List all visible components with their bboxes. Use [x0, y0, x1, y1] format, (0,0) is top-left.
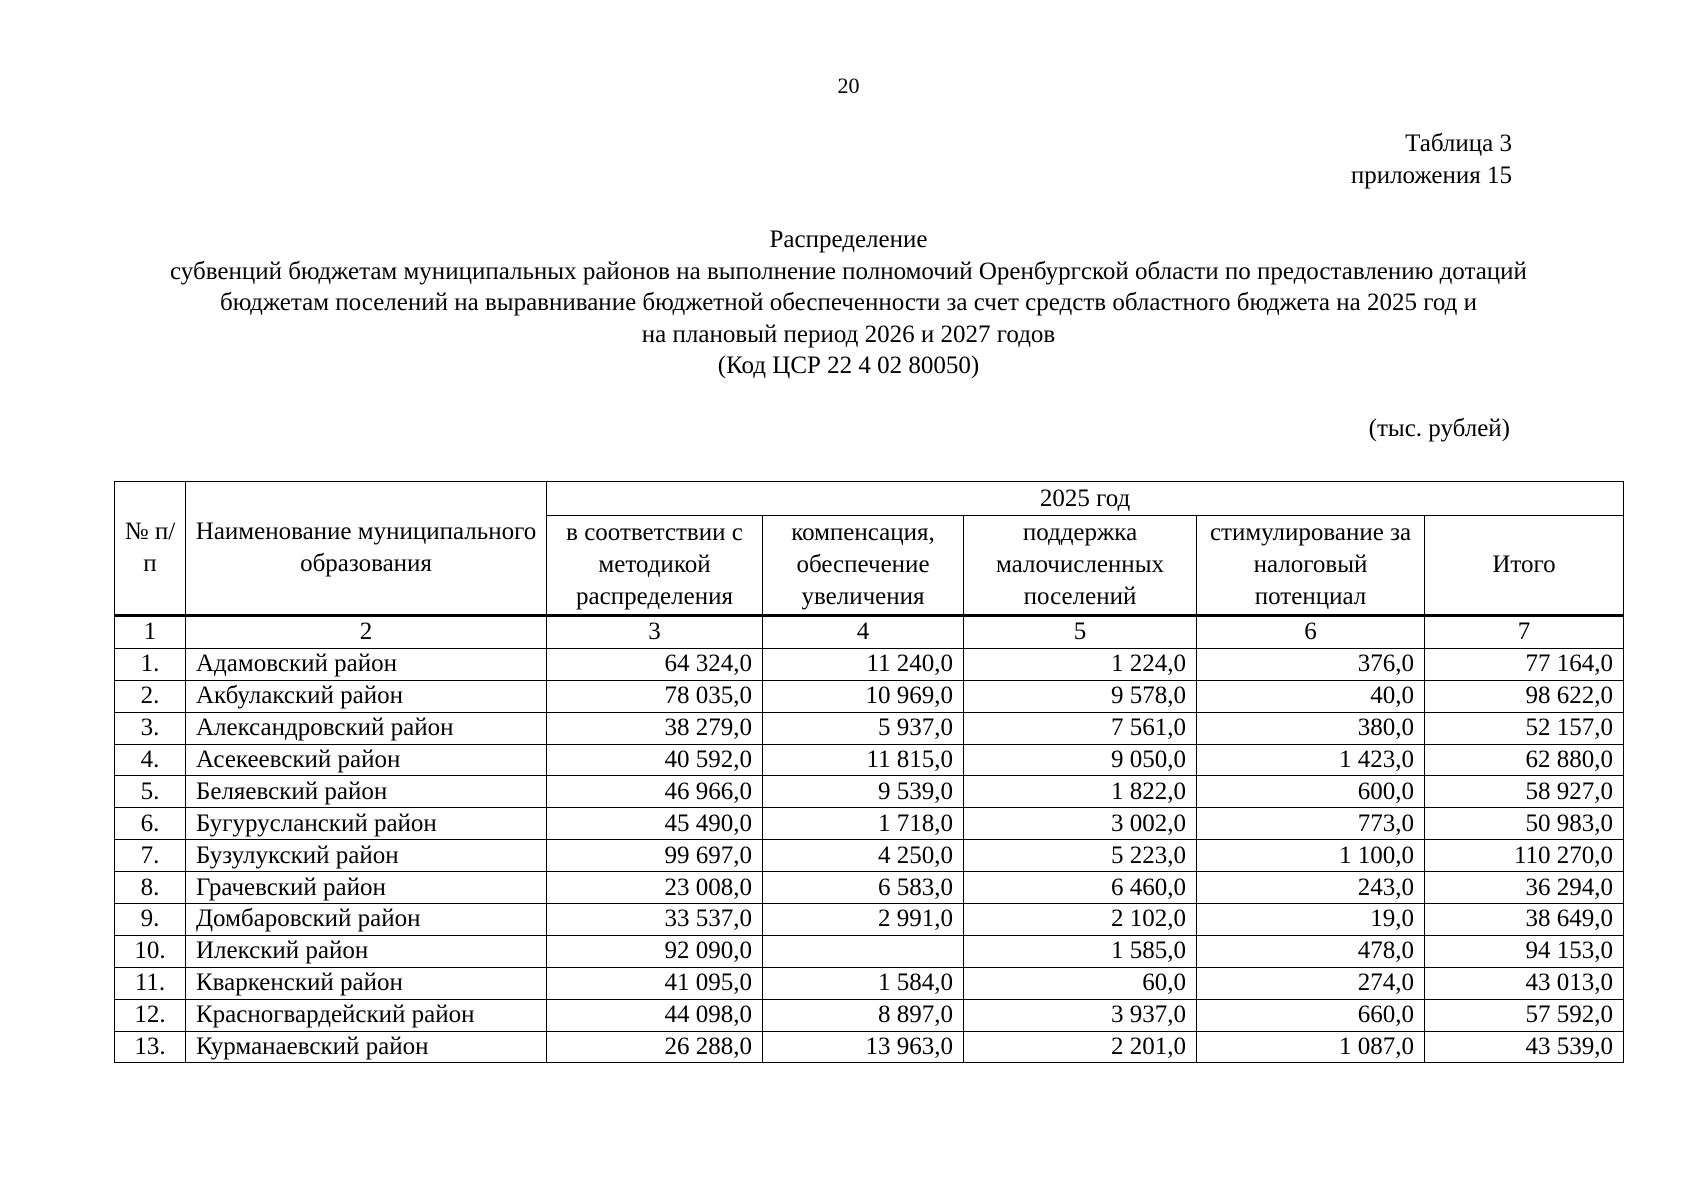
title-line: на плановый период 2026 и 2027 годов [641, 320, 1056, 348]
methodology-amount: 40 592,0 [547, 744, 763, 776]
small-settlements-amount: 9 578,0 [964, 680, 1197, 712]
table-row [115, 935, 1624, 967]
district-name: Акбулакский район [186, 680, 547, 712]
tax-potential-amount: 773,0 [1197, 808, 1425, 840]
methodology-amount: 99 697,0 [547, 840, 763, 872]
table-row [115, 776, 1624, 808]
row-number: 8. [115, 872, 186, 904]
tax-potential-amount: 1 423,0 [1197, 744, 1425, 776]
table-row [115, 1031, 1624, 1063]
compensation-amount: 10 969,0 [763, 680, 964, 712]
small-settlements-amount: 2 102,0 [964, 904, 1197, 936]
title-line: Распределение [769, 226, 928, 253]
compensation-amount: 5 937,0 [763, 712, 964, 744]
header-col4: компенсация, обеспечение увеличения [763, 516, 964, 616]
row-number: 3. [115, 712, 186, 744]
table-row [115, 712, 1624, 744]
small-settlements-amount: 60,0 [964, 967, 1197, 999]
small-settlements-amount: 9 050,0 [964, 744, 1197, 776]
small-settlements-amount: 6 460,0 [964, 872, 1197, 904]
tax-potential-amount: 243,0 [1197, 872, 1425, 904]
district-name: Красногвардейский район [186, 999, 547, 1031]
subventions-table [114, 481, 1624, 1063]
compensation-amount: 4 250,0 [763, 840, 964, 872]
table-row [115, 744, 1624, 776]
total-amount: 43 539,0 [1425, 1031, 1624, 1063]
page-number: 20 [837, 73, 860, 98]
district-name: Александровский район [186, 712, 547, 744]
tax-potential-amount: 376,0 [1197, 648, 1425, 680]
tax-potential-amount: 19,0 [1197, 904, 1425, 936]
district-name: Илекский район [186, 935, 547, 967]
row-number: 4. [115, 744, 186, 776]
district-name: Бугурусланский район [186, 808, 547, 840]
compensation-amount: 2 991,0 [763, 904, 964, 936]
total-amount: 43 013,0 [1425, 967, 1624, 999]
header-year: 2025 год [547, 482, 1624, 516]
header-num: № п/п [115, 482, 186, 616]
row-number: 5. [115, 776, 186, 808]
row-number: 1. [115, 648, 186, 680]
tax-potential-amount: 380,0 [1197, 712, 1425, 744]
row-number: 6. [115, 808, 186, 840]
total-amount: 94 153,0 [1425, 935, 1624, 967]
methodology-amount: 92 090,0 [547, 935, 763, 967]
total-amount: 36 294,0 [1425, 872, 1624, 904]
total-amount: 110 270,0 [1425, 840, 1624, 872]
small-settlements-amount: 1 224,0 [964, 648, 1197, 680]
tax-potential-amount: 600,0 [1197, 776, 1425, 808]
table-reference [1351, 128, 1512, 192]
column-number: 5 [964, 616, 1197, 649]
table-row [115, 648, 1624, 680]
row-number: 11. [115, 967, 186, 999]
table-row [115, 999, 1624, 1031]
total-amount: 38 649,0 [1425, 904, 1624, 936]
header-col6: стимулирование за налоговый потенциал [1197, 516, 1425, 616]
tax-potential-amount: 1 087,0 [1197, 1031, 1425, 1063]
column-number: 1 [115, 616, 186, 649]
small-settlements-amount: 5 223,0 [964, 840, 1197, 872]
column-number: 6 [1197, 616, 1425, 649]
small-settlements-amount: 1 585,0 [964, 935, 1197, 967]
tax-potential-amount: 274,0 [1197, 967, 1425, 999]
tax-potential-amount: 478,0 [1197, 935, 1425, 967]
row-number: 12. [115, 999, 186, 1031]
table-row [115, 840, 1624, 872]
table-row [115, 904, 1624, 936]
district-name: Курманаевский район [186, 1031, 547, 1063]
document-title [0, 224, 1697, 382]
compensation-amount: 6 583,0 [763, 872, 964, 904]
total-amount: 50 983,0 [1425, 808, 1624, 840]
small-settlements-amount: 7 561,0 [964, 712, 1197, 744]
total-amount: 52 157,0 [1425, 712, 1624, 744]
row-number: 9. [115, 904, 186, 936]
column-number-row [115, 616, 1624, 649]
methodology-amount: 44 098,0 [547, 999, 763, 1031]
methodology-amount: 38 279,0 [547, 712, 763, 744]
compensation-amount: 13 963,0 [763, 1031, 964, 1063]
compensation-amount [763, 935, 964, 967]
header-name: Наименование муниципального образования [186, 482, 547, 616]
header-row [115, 482, 1624, 516]
row-number: 2. [115, 680, 186, 712]
compensation-amount: 11 815,0 [763, 744, 964, 776]
units-note: (тыс. рублей) [1368, 415, 1510, 442]
column-number: 3 [547, 616, 763, 649]
row-number: 7. [115, 840, 186, 872]
district-name: Беляевский район [186, 776, 547, 808]
column-number: 2 [186, 616, 547, 649]
methodology-amount: 33 537,0 [547, 904, 763, 936]
column-number: 7 [1425, 616, 1624, 649]
compensation-amount: 9 539,0 [763, 776, 964, 808]
methodology-amount: 64 324,0 [547, 648, 763, 680]
row-number: 13. [115, 1031, 186, 1063]
header-col3: в соответствии с методикой распределения [547, 516, 763, 616]
total-amount: 77 164,0 [1425, 648, 1624, 680]
total-amount: 58 927,0 [1425, 776, 1624, 808]
header-col7: Итого [1425, 516, 1624, 616]
header-col5: поддержка малочисленных поселений [964, 516, 1197, 616]
table-reference-line: приложения 15 [1350, 162, 1512, 189]
district-name: Грачевский район [186, 872, 547, 904]
title-line: бюджетам поселений на выравнивание бюджетной обеспеченности за счет средств областного бюджета на 2025 год и [220, 289, 1477, 316]
table-reference-line: Таблица 3 [1405, 130, 1512, 157]
district-name: Кваркенский район [186, 967, 547, 999]
small-settlements-amount: 2 201,0 [964, 1031, 1197, 1063]
methodology-amount: 46 966,0 [547, 776, 763, 808]
table-row [115, 872, 1624, 904]
total-amount: 98 622,0 [1425, 680, 1624, 712]
methodology-amount: 78 035,0 [547, 680, 763, 712]
compensation-amount: 1 584,0 [763, 967, 964, 999]
methodology-amount: 26 288,0 [547, 1031, 763, 1063]
table-row [115, 680, 1624, 712]
tax-potential-amount: 40,0 [1197, 680, 1425, 712]
column-number: 4 [763, 616, 964, 649]
methodology-amount: 45 490,0 [547, 808, 763, 840]
table-row [115, 808, 1624, 840]
title-line: (Код ЦСР 22 4 02 80050) [717, 352, 980, 379]
district-name: Бузулукский район [186, 840, 547, 872]
small-settlements-amount: 1 822,0 [964, 776, 1197, 808]
compensation-amount: 11 240,0 [763, 648, 964, 680]
district-name: Домбаровский район [186, 904, 547, 936]
tax-potential-amount: 1 100,0 [1197, 840, 1425, 872]
compensation-amount: 8 897,0 [763, 999, 964, 1031]
tax-potential-amount: 660,0 [1197, 999, 1425, 1031]
total-amount: 57 592,0 [1425, 999, 1624, 1031]
district-name: Асекеевский район [186, 744, 547, 776]
total-amount: 62 880,0 [1425, 744, 1624, 776]
compensation-amount: 1 718,0 [763, 808, 964, 840]
methodology-amount: 23 008,0 [547, 872, 763, 904]
table-row [115, 967, 1624, 999]
title-line: субвенций бюджетам муниципальных районов на выполнение полномочий Оренбургской области по предоставлению дотаций [170, 257, 1527, 285]
district-name: Адамовский район [186, 648, 547, 680]
small-settlements-amount: 3 937,0 [964, 999, 1197, 1031]
row-number: 10. [115, 935, 186, 967]
small-settlements-amount: 3 002,0 [964, 808, 1197, 840]
methodology-amount: 41 095,0 [547, 967, 763, 999]
